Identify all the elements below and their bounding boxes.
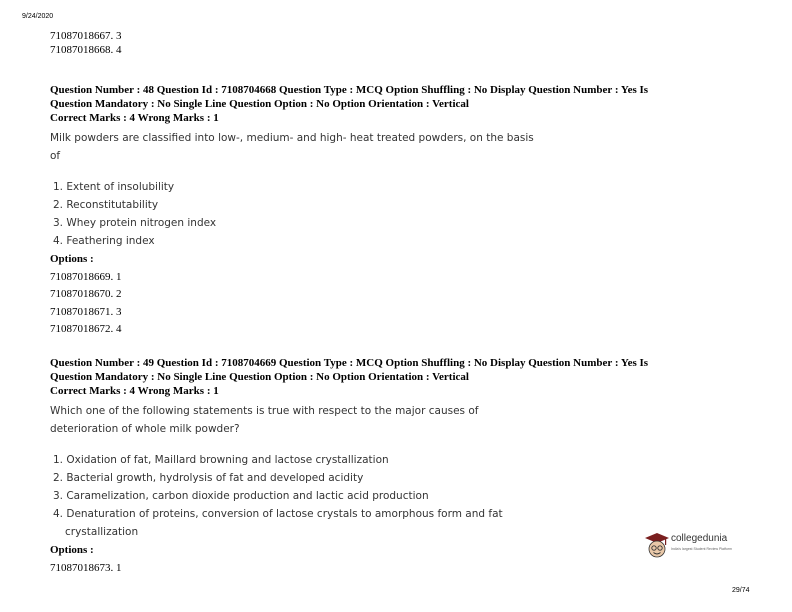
q48-meta-line1: Question Number : 48 Question Id : 7108704668 Question Type : MCQ Option Shuffling : No Display Question Number : Yes Is [50, 84, 649, 96]
q49-meta-line1: Question Number : 49 Question Id : 7108704669 Question Type : MCQ Option Shuffling : No Display Question Number : Yes Is [50, 357, 649, 369]
q49-meta [50, 356, 770, 398]
q49-marks: Correct Marks : 4 Wrong Marks : 1 [50, 385, 219, 397]
print-date: 9/24/2020 [22, 13, 54, 20]
option-line: 71087018673. 1 [50, 561, 122, 574]
choice-item: 3. Caramelization, carbon dioxide production and lactic acid production [53, 490, 429, 502]
choice-item: 4. Feathering index [53, 235, 155, 247]
logo-tagline: India's largest Student Review Platform [671, 547, 732, 551]
q48-options [50, 251, 122, 339]
q48-question-text [50, 129, 534, 165]
option-line: 71087018669. 1 [50, 270, 122, 283]
q48-marks: Correct Marks : 4 Wrong Marks : 1 [50, 112, 219, 124]
q48-meta [50, 83, 770, 125]
collegedunia-logo [644, 529, 754, 563]
choice-item: 2. Reconstitutability [53, 199, 159, 211]
q48-text-line2: of [50, 150, 61, 162]
q49-text-line2: deterioration of whole milk powder? [50, 423, 240, 435]
logo-wordmark: collegedunia [671, 533, 728, 544]
choice-item: 1. Extent of insolubility [53, 181, 175, 193]
choice-item: 1. Oxidation of fat, Maillard browning and lactose crystallization [53, 454, 389, 466]
option-line: 71087018672. 4 [50, 323, 122, 335]
choice-item-continued: crystallization [65, 526, 139, 538]
q49-question-text [50, 402, 478, 438]
options-label: Options : [50, 544, 94, 556]
choice-item: 4. Denaturation of proteins, conversion of lactose crystals to amorphous form and fat [53, 508, 503, 520]
q49-options [50, 542, 122, 577]
q49-choices [53, 451, 503, 541]
graduate-face-icon [644, 531, 670, 561]
q48-text-line1: Milk powders are classified into low-, medium- and high- heat treated powders, on the basis [50, 132, 534, 144]
choice-item: 2. Bacterial growth, hydrolysis of fat and developed acidity [53, 472, 364, 484]
q48-meta-line2: Question Mandatory : No Single Line Question Option : No Option Orientation : Vertical [50, 98, 469, 110]
choice-item: 3. Whey protein nitrogen index [53, 217, 217, 229]
option-line: 71087018670. 2 [50, 288, 122, 300]
carryover-options [50, 29, 122, 57]
q48-choices [53, 178, 216, 250]
q49-text-line1: Which one of the following statements is true with respect to the major causes of [50, 405, 479, 417]
q49-meta-line2: Question Mandatory : No Single Line Question Option : No Option Orientation : Vertical [50, 371, 469, 383]
option-line: 71087018667. 3 [50, 30, 122, 42]
option-line: 71087018671. 3 [50, 305, 122, 318]
options-label: Options : [50, 253, 94, 265]
page-number: 29/74 [732, 587, 750, 594]
option-line: 71087018668. 4 [50, 44, 122, 56]
